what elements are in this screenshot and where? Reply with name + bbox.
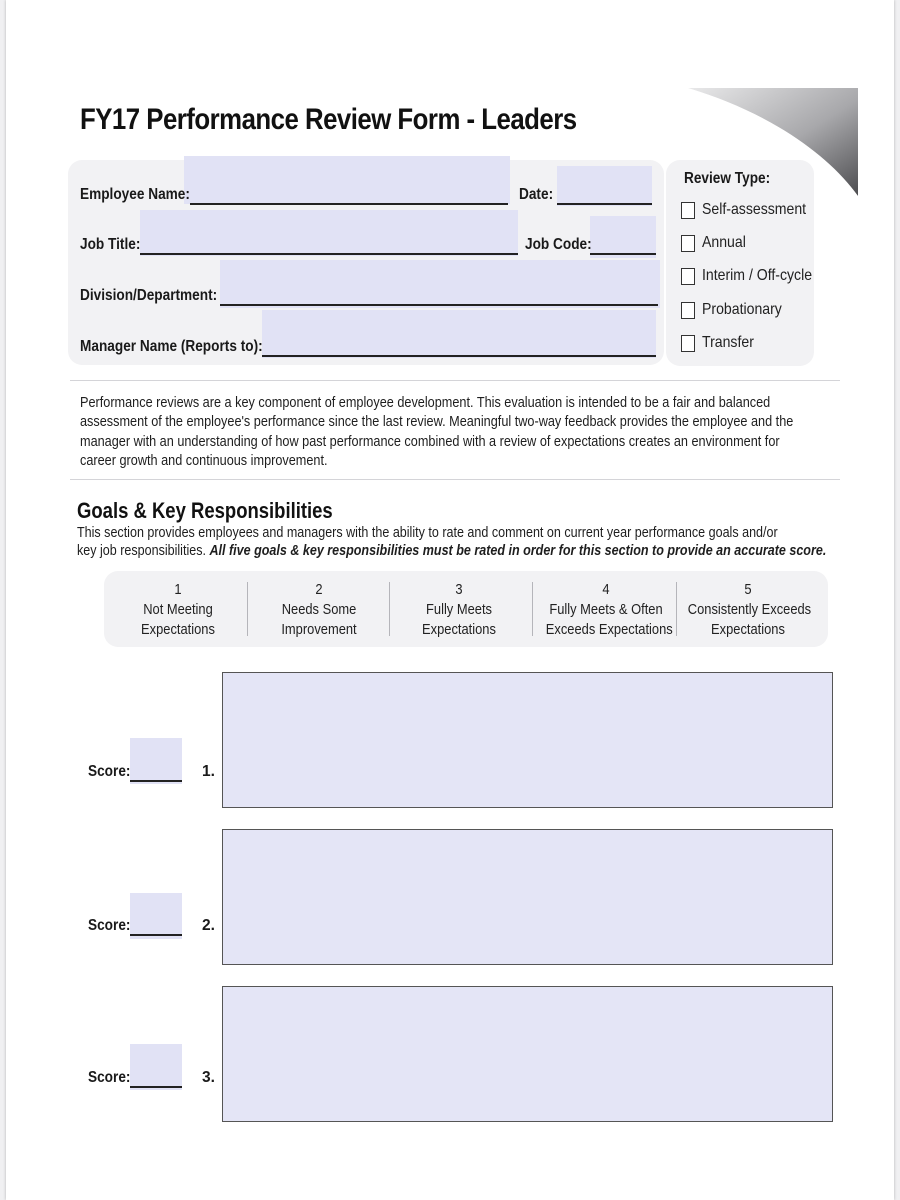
rating-scale-3 [389, 580, 529, 640]
interim-label: Interim / Off-cycle [702, 267, 813, 284]
intro-line: assessment of the employee's performance since the last review. Meaningful two-way feedback provides the employee and the [80, 414, 794, 431]
intro-line: career growth and continuous improvement. [80, 452, 328, 469]
manager-name-label: Manager Name (Reports to): [80, 338, 263, 355]
rating-label: Expectations [711, 621, 785, 638]
rating-scale-divider [247, 582, 248, 636]
rating-scale-2 [249, 580, 389, 640]
rating-number: 2 [315, 581, 323, 598]
document-page [6, 0, 894, 1200]
rating-number: 5 [744, 581, 752, 598]
goal-3-score-line [130, 1086, 182, 1088]
intro-paragraph [80, 394, 815, 471]
rating-number: 1 [174, 581, 182, 598]
divider-top [70, 380, 840, 381]
rating-scale-5 [678, 580, 818, 640]
divider-bottom [70, 479, 840, 480]
rating-label: Fully Meets [426, 601, 492, 618]
interim-checkbox[interactable] [681, 268, 695, 285]
employee-name-line [190, 203, 508, 205]
goal-1-score-label: Score: [88, 763, 131, 780]
division-label: Division/Department: [80, 287, 218, 304]
review-type-title: Review Type: [684, 170, 771, 187]
rating-scale-1 [108, 580, 248, 640]
rating-label: Not Meeting [143, 601, 213, 618]
self-assessment-label: Self-assessment [702, 201, 807, 218]
job-title-line [140, 253, 518, 255]
rating-label: Exceeds Expectations [545, 621, 673, 638]
goal-2-number: 2. [202, 917, 215, 934]
intro-line: Performance reviews are a key component of employee development. This evaluation is intended to be a fair and balanced [80, 395, 771, 411]
manager-name-line [262, 355, 656, 357]
goal-3-number: 3. [202, 1069, 215, 1086]
goal-1-score-line [130, 780, 182, 782]
annual-checkbox[interactable] [681, 235, 695, 252]
rating-label: Needs Some [281, 601, 357, 618]
goal-1-number: 1. [202, 763, 215, 780]
goal-1-textarea[interactable] [222, 672, 833, 808]
date-line [557, 203, 652, 205]
goals-desc-emphasis: All five goals & key responsibilities must be rated in order for this section to provide an accurate score. [209, 542, 827, 559]
goal-1-score-input[interactable] [130, 738, 182, 784]
annual-label: Annual [702, 234, 746, 251]
page-title: FY17 Performance Review Form - Leaders [80, 103, 577, 136]
probationary-label: Probationary [702, 301, 782, 318]
goal-2-score-label: Score: [88, 917, 131, 934]
rating-label: Improvement [281, 621, 357, 638]
rating-scale-divider [532, 582, 533, 636]
division-input[interactable] [220, 260, 660, 308]
goals-desc-line: This section provides employees and managers with the ability to rate and comment on current year performance goals and/or [77, 525, 778, 541]
goal-3-textarea[interactable] [222, 986, 833, 1122]
goal-3-score-label: Score: [88, 1069, 131, 1086]
employee-name-label: Employee Name: [80, 186, 190, 203]
rating-label: Fully Meets & Often [549, 601, 663, 618]
rating-number: 4 [602, 581, 610, 598]
division-line [220, 304, 658, 306]
employee-name-input[interactable] [184, 156, 510, 204]
goals-desc-line [77, 543, 856, 561]
transfer-checkbox[interactable] [681, 335, 695, 352]
job-title-input[interactable] [140, 210, 518, 256]
goals-section-description [77, 525, 856, 560]
goal-2-score-input[interactable] [130, 893, 182, 939]
rating-label: Consistently Exceeds [687, 601, 812, 618]
job-title-label: Job Title: [80, 236, 141, 253]
manager-name-input[interactable] [262, 310, 656, 358]
rating-number: 3 [455, 581, 463, 598]
goals-section-title: Goals & Key Responsibilities [77, 498, 333, 523]
goals-desc-plain: key job responsibilities. [77, 542, 210, 559]
intro-line: manager with an understanding of how past performance combined with a review of expectations creates an environment for [80, 433, 780, 450]
goal-2-score-line [130, 934, 182, 936]
rating-scale-divider [676, 582, 677, 636]
rating-label: Expectations [141, 621, 215, 638]
transfer-label: Transfer [702, 334, 754, 351]
self-assessment-checkbox[interactable] [681, 202, 695, 219]
rating-label: Expectations [422, 621, 496, 638]
date-label: Date: [519, 186, 554, 203]
probationary-checkbox[interactable] [681, 302, 695, 319]
job-code-line [590, 253, 656, 255]
date-input[interactable] [557, 166, 652, 206]
job-code-input[interactable] [590, 216, 656, 258]
goal-2-textarea[interactable] [222, 829, 833, 965]
rating-scale-4 [536, 580, 676, 640]
job-code-label: Job Code: [525, 236, 592, 253]
goal-3-score-input[interactable] [130, 1044, 182, 1090]
